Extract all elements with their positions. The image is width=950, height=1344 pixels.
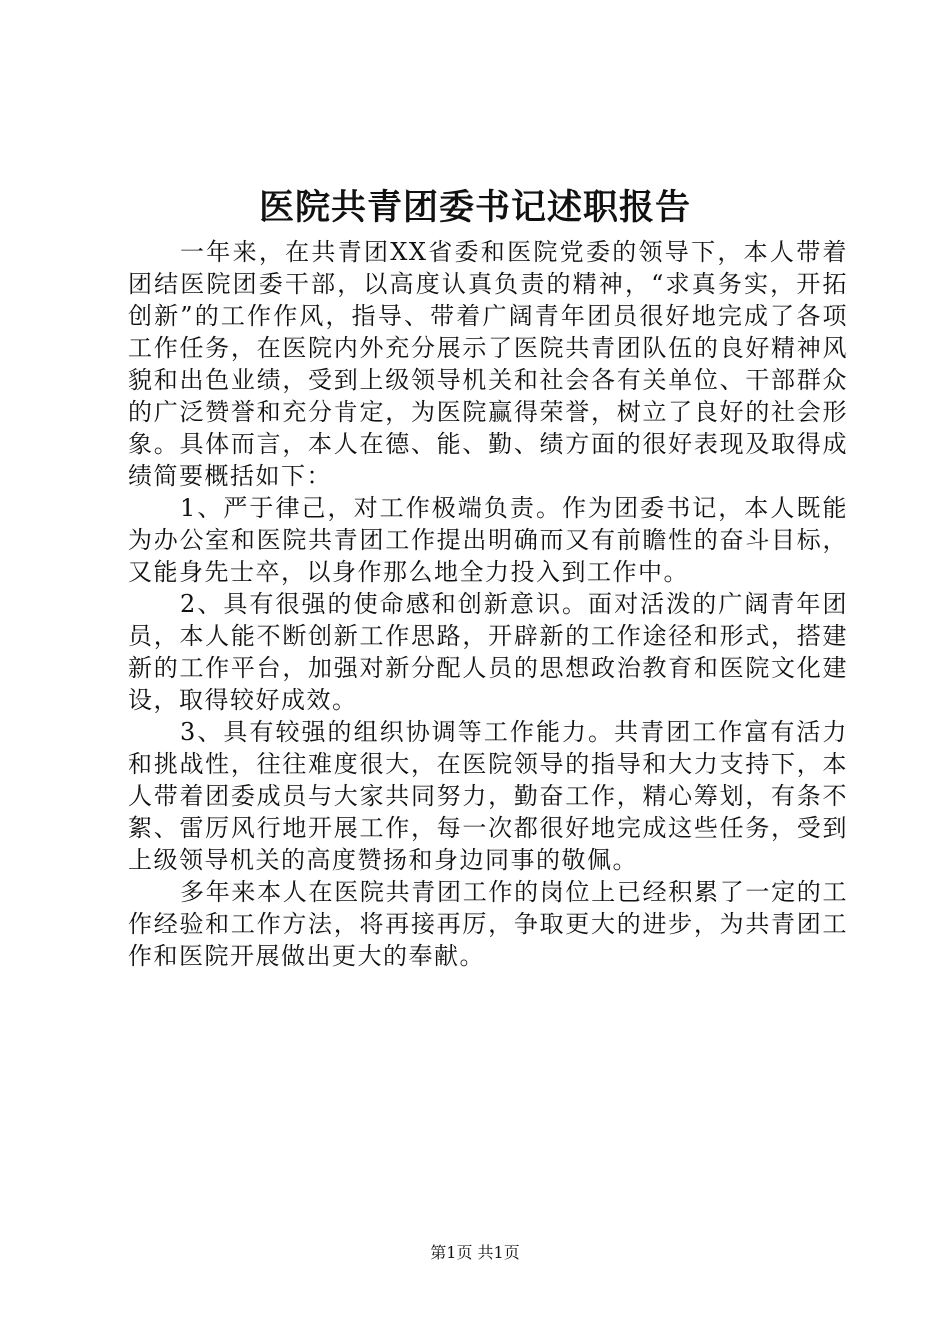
- document-title: 医院共青团委书记述职报告: [258, 187, 691, 228]
- paragraph-point-1: 1、严于律己，对工作极端负责。作为团委书记，本人既能为办公室和医院共青团工作提出明确而又有前瞻性的奋斗目标，又能身先士卒，以身作那么地全力投入到工作中。: [128, 494, 848, 586]
- paragraph-point-3: 3、具有较强的组织协调等工作能力。共青团工作富有活力和挑战性，往往难度很大，在医院领导的指导和大力支持下，本人带着团委成员与大家共同努力，勤奋工作，精心筹划，有条不絮、雷厉风行地开展工作，每一次都很好地完成这些任务，受到上级领导机关的高度赞扬和身边同事的敬佩。: [128, 718, 848, 874]
- paragraph-intro: 一年来，在共青团XX省委和医院党委的领导下，本人带着团结医院团委干部，以高度认真负责的精神，“求真务实，开拓创新”的工作作风，指导、带着广阔青年团员很好地完成了各项工作任务，在医院内外充分展示了医院共青团队伍的良好精神风貌和出色业绩，受到上级领导机关和社会各有关单位、干部群众的广泛赞誉和充分肯定，为医院赢得荣誉，树立了良好的社会形象。具体而言，本人在德、能、勤、绩方面的很好表现及取得成绩简要概括如下：: [128, 238, 848, 490]
- paragraph-conclusion: 多年来本人在医院共青团工作的岗位上已经积累了一定的工作经验和工作方法，将再接再厉，争取更大的进步，为共青团工作和医院开展做出更大的奉献。: [128, 878, 848, 970]
- document-body: [128, 236, 848, 972]
- page-number-footer: 第1页 共1页: [430, 1243, 520, 1262]
- paragraph-point-2: 2、具有很强的使命感和创新意识。面对活泼的广阔青年团员，本人能不断创新工作思路，开辟新的工作途径和形式，搭建新的工作平台，加强对新分配人员的思想政治教育和医院文化建设，取得较好成效。: [128, 590, 848, 714]
